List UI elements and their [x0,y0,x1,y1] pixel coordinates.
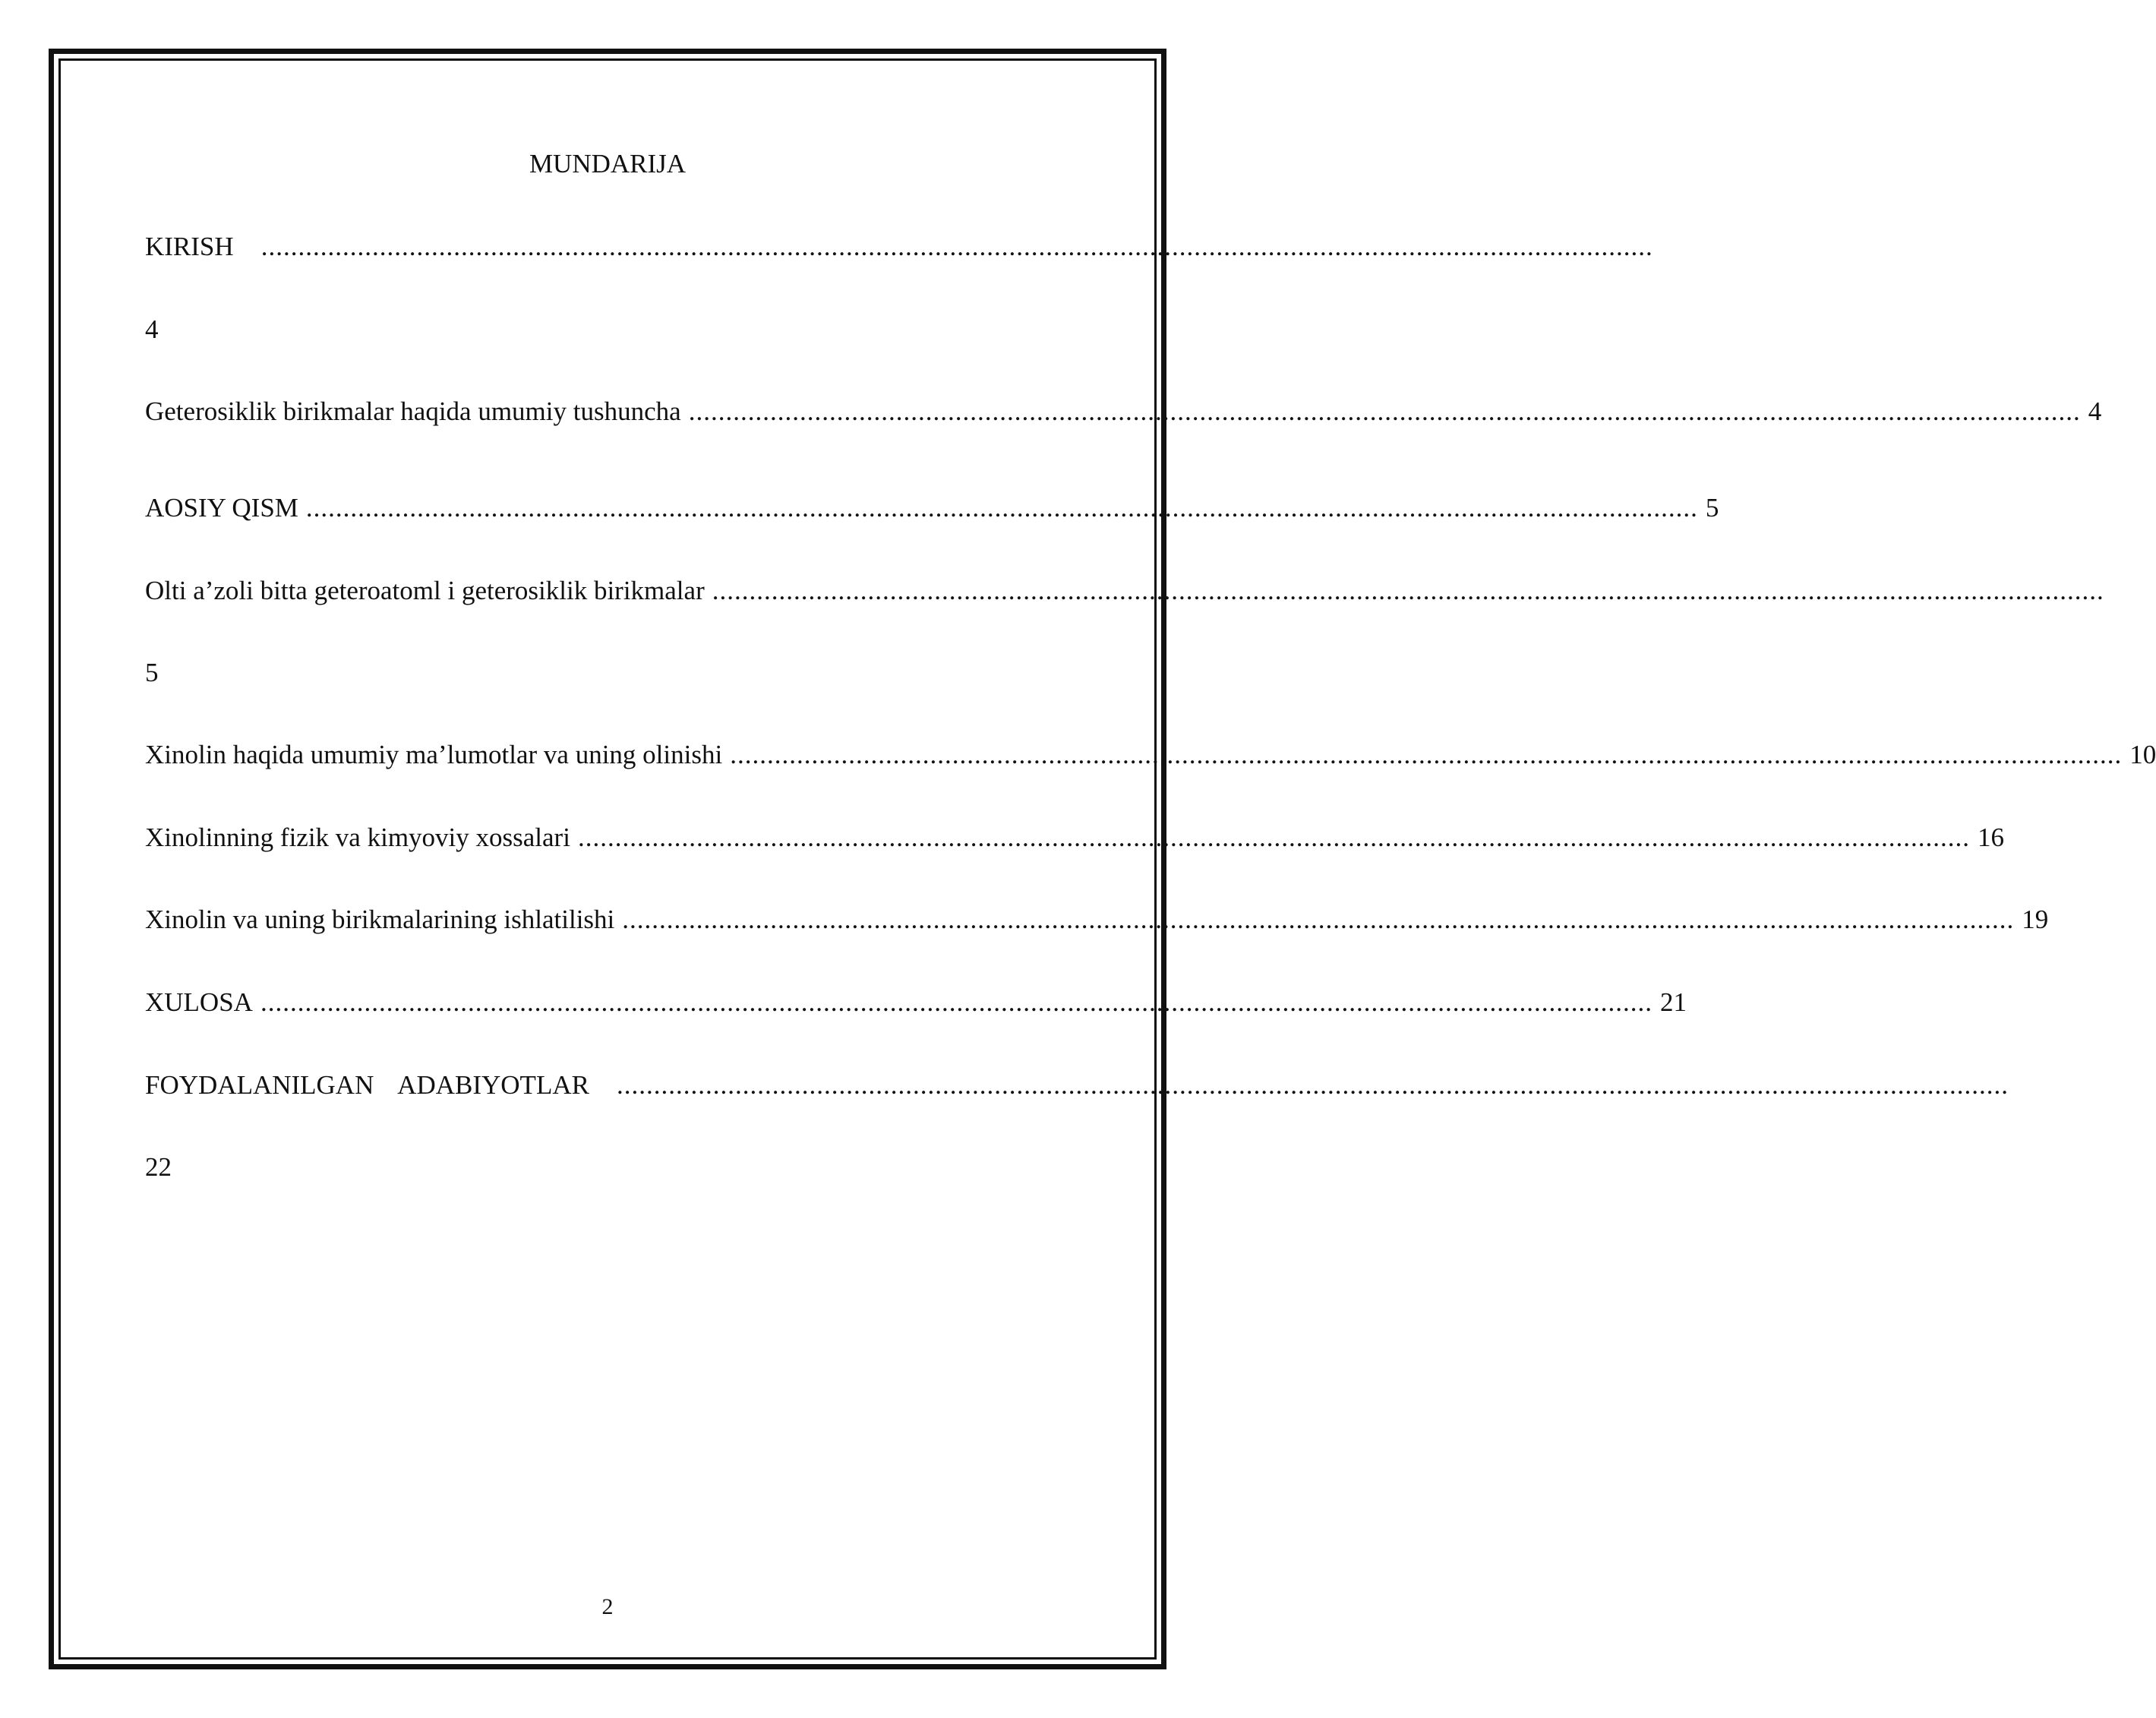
toc-entry-page: 4 [2088,396,2102,426]
toc-entry-kirish[interactable] [145,229,1653,265]
toc-leader: ............................................................................................................................................................................................ [616,1070,2009,1100]
toc-entry-olti-azoli-page: 5 [145,658,159,687]
toc-leader: ............................................................................................................................................................................................ [730,740,2123,769]
toc-leader: ............................................................................................................................................................................................ [260,987,1653,1017]
toc-entry-page: 16 [1977,823,2004,852]
toc-entry-asosiy-qism[interactable] [145,490,1719,526]
page-border-inner [58,58,1157,1660]
toc-entry-label: Xinolin haqida umumiy ma’lumotlar va uning olinishi [145,740,723,769]
toc-entry-xinolin-haqida[interactable] [145,737,2156,773]
toc-entry-kirish-page: 4 [145,314,159,344]
toc-entry-label: Olti a’zoli bitta geteroatoml i geterosiklik birikmalar [145,576,705,605]
toc-entry-xinolin-ishlatilishi[interactable] [145,902,2049,938]
toc-entry-label: Xinolin va uning birikmalarining ishlatilishi [145,905,615,934]
toc-title: MUNDARIJA [529,149,687,178]
toc-leader: ............................................................................................................................................................................................ [688,396,2081,426]
toc-entry-adabiyotlar[interactable] [145,1067,2009,1104]
toc-leader: ............................................................................................................................................................................................ [712,576,2104,605]
toc-entry-adabiyotlar-page: 22 [145,1152,172,1182]
page-number: 2 [601,1594,614,1619]
toc-entry-olti-azoli[interactable] [145,573,2104,609]
toc-leader: ............................................................................................................................................................................................ [305,493,1698,523]
toc-entry-page: 5 [1705,493,1719,523]
toc-leader: ............................................................................................................................................................................................ [577,823,1970,852]
toc-entry-page: 21 [1659,987,1687,1017]
toc-entry-label: KIRISH [145,232,234,261]
toc-entry-xinolin-xossalari[interactable] [145,820,2004,856]
toc-entry-xulosa[interactable] [145,984,1687,1021]
toc-entry-geterosiklik[interactable] [145,393,2102,430]
toc-entry-label: AOSIY QISM [145,493,298,523]
toc-entry-page: 10 [2129,740,2156,769]
toc-leader: ............................................................................................................................................................................................ [622,905,2015,934]
toc-entry-label: Geterosiklik birikmalar haqida umumiy tushuncha [145,396,681,426]
toc-leader: ............................................................................................................................................................................................ [260,232,1653,261]
toc-entry-label: FOYDALANILGAN ADABIYOTLAR [145,1070,589,1100]
toc-entry-page: 19 [2022,905,2049,934]
toc-entry-label: Xinolinning fizik va kimyoviy xossalari [145,823,570,852]
toc-entry-label: XULOSA [145,987,253,1017]
